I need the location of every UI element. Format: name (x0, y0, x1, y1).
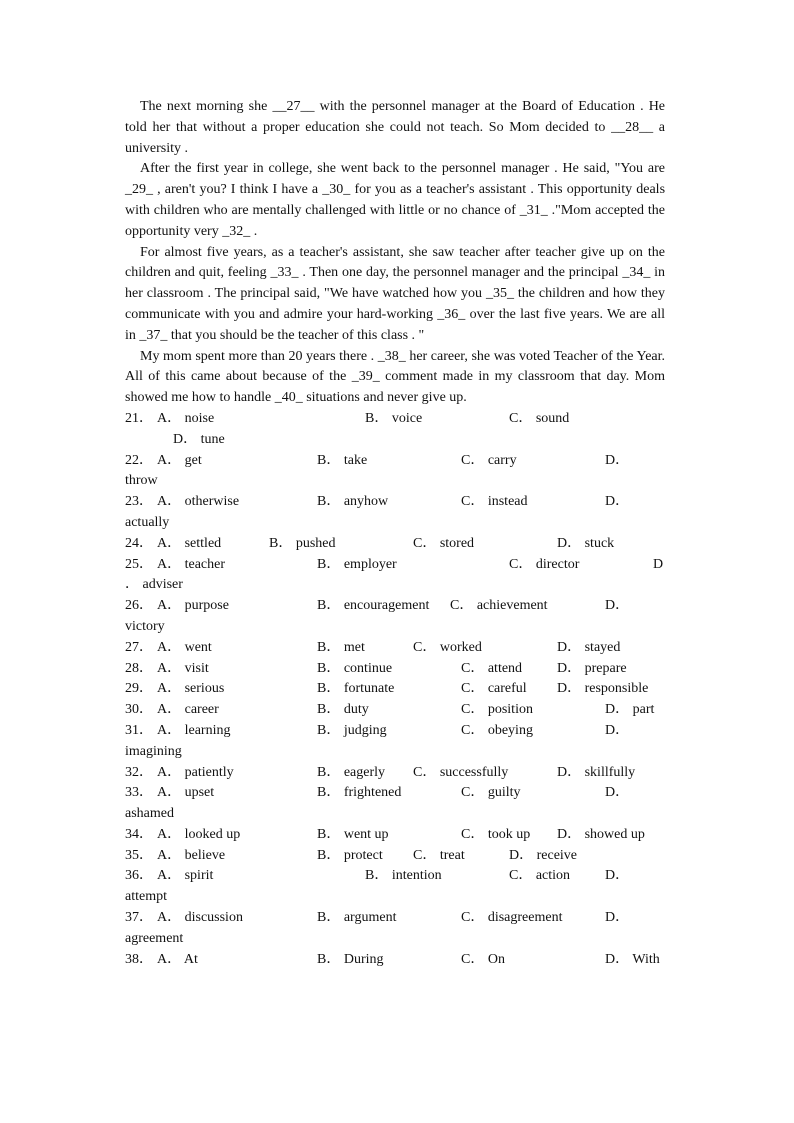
option-d[interactable]: D． skillfully (557, 764, 636, 780)
blank: __27__ (272, 99, 315, 114)
blank: _36_ (437, 306, 466, 322)
option-d[interactable]: D． prepare (557, 660, 627, 676)
question-row (125, 534, 665, 555)
option-d-continued[interactable]: attempt (125, 889, 167, 905)
question-row (125, 721, 665, 763)
option-d[interactable]: D． (605, 785, 630, 801)
option-a[interactable]: A． career (157, 702, 219, 718)
question-row (125, 679, 665, 700)
question-number: 38． (125, 951, 153, 967)
option-d[interactable]: D． part (605, 702, 655, 718)
passage-paragraph (125, 159, 665, 242)
option-c[interactable]: C． achievement (450, 598, 548, 614)
option-b[interactable]: B． anyhow (317, 494, 389, 510)
option-c[interactable]: C． careful (461, 681, 527, 697)
passage-text: After the first year in college, she went back to the personnel manager . He said, "You are (140, 161, 665, 177)
question-number: 33． (125, 785, 153, 801)
option-d[interactable]: D． tune (173, 431, 225, 447)
option-a[interactable]: A． went (157, 639, 212, 655)
passage-text: . (253, 223, 258, 239)
option-a[interactable]: A． get (157, 452, 202, 468)
question-number: 23． (125, 494, 153, 510)
blank: _32_ (222, 223, 251, 239)
option-a[interactable]: A． teacher (157, 556, 226, 572)
question-number: 32． (125, 764, 153, 780)
passage-text: over the last five years. We are all in (125, 306, 665, 343)
blank: _34_ (622, 265, 651, 281)
option-c[interactable]: C． took up (461, 826, 531, 842)
option-c[interactable]: C． attend (461, 660, 523, 676)
question-row (125, 950, 665, 971)
option-a[interactable]: A． otherwise (157, 494, 240, 510)
option-b[interactable]: B． During (317, 951, 384, 967)
question-row (125, 783, 665, 825)
option-b[interactable]: B． pushed (269, 535, 336, 551)
passage-paragraph (125, 243, 665, 347)
option-b[interactable]: B． argument (317, 910, 397, 926)
option-c[interactable]: C． disagreement (461, 910, 563, 926)
question-number: 35． (125, 847, 153, 863)
question-options (125, 409, 665, 971)
question-row (125, 596, 665, 638)
option-c[interactable]: C． worked (413, 639, 482, 655)
option-a[interactable]: A． visit (157, 660, 209, 676)
passage-text: ."Mom accepted the opportunity very (125, 202, 665, 239)
question-row (125, 451, 665, 493)
option-a[interactable]: A． looked up (157, 826, 241, 842)
blank: _40_ (274, 390, 303, 406)
option-c[interactable]: C． director (509, 556, 580, 572)
option-d[interactable]: D． (605, 452, 630, 468)
option-b[interactable]: B． continue (317, 660, 393, 676)
blank: _35_ (485, 286, 514, 302)
option-d[interactable]: D． With (605, 951, 660, 967)
option-b[interactable]: B． went up (317, 826, 389, 842)
passage-text: for you as a teacher's assistant . This opportunity deals with children who are mentally challenged with little or no chance of (125, 182, 666, 218)
option-d[interactable]: D． receive (509, 847, 578, 863)
option-a[interactable]: A． believe (157, 847, 226, 863)
option-d[interactable]: D (653, 556, 664, 572)
question-row (125, 409, 665, 451)
passage-text: her career, she was voted Teacher of the Year. All of this came about because of the (125, 348, 666, 385)
blank: _29_ (125, 182, 153, 198)
passage-text: that you should be the teacher of this class . " (170, 327, 425, 343)
question-row (125, 846, 665, 867)
option-d[interactable]: D． (605, 598, 630, 614)
option-b[interactable]: B． employer (317, 556, 397, 572)
passage-text: For almost five years, as a teacher's assistant, she saw teacher after teacher give up on the children and quit, feeling (125, 244, 665, 281)
option-d[interactable]: D． showed up (557, 826, 645, 842)
passage-text: . Then one day, the personnel manager and the principal (302, 265, 619, 281)
option-b[interactable]: B． intention (365, 868, 442, 884)
option-b[interactable]: B． frightened (317, 785, 402, 801)
question-number: 21． (125, 410, 153, 426)
option-a[interactable]: A． learning (157, 722, 231, 738)
blank: _30_ (322, 182, 351, 198)
option-c[interactable]: C． action (509, 868, 571, 884)
question-row (125, 700, 665, 721)
option-d[interactable]: D． responsible (557, 681, 649, 697)
blank: _39_ (351, 369, 380, 385)
option-a[interactable]: A． noise (157, 410, 215, 426)
option-a[interactable]: A． upset (157, 785, 215, 801)
option-c[interactable]: C． On (461, 951, 505, 967)
question-number: 34． (125, 826, 153, 842)
question-number: 27． (125, 639, 153, 655)
option-b[interactable]: B． voice (365, 410, 423, 426)
option-c[interactable]: C． treat (413, 847, 465, 863)
option-b[interactable]: B． fortunate (317, 681, 395, 697)
question-row (125, 638, 665, 659)
option-b[interactable]: B． judging (317, 722, 387, 738)
passage-text: in her classroom . The principal said, "We have watched how you (125, 265, 666, 302)
blank: _31_ (519, 202, 548, 218)
option-d-continued[interactable]: throw (125, 473, 158, 489)
option-b[interactable]: B． take (317, 452, 368, 468)
option-d[interactable]: D． (605, 722, 630, 738)
option-d[interactable]: D． stuck (557, 535, 615, 551)
passage-paragraph (125, 97, 665, 159)
question-row (125, 555, 665, 597)
option-c[interactable]: C． guilty (461, 785, 521, 801)
option-c[interactable]: C． instead (461, 494, 528, 510)
option-b[interactable]: B． protect (317, 847, 383, 863)
passage-text: The next morning she (140, 99, 268, 114)
option-c[interactable]: C． sound (509, 410, 570, 426)
passage (125, 97, 665, 409)
option-b[interactable]: B． encouragement (317, 598, 430, 614)
option-a[interactable]: A． purpose (157, 598, 229, 614)
passage-text: , aren't you? I think I have a (157, 182, 319, 198)
option-d-continued[interactable]: ashamed (125, 806, 174, 822)
question-number: 28． (125, 660, 153, 676)
question-row (125, 492, 665, 534)
blank: _38_ (377, 348, 406, 364)
option-d-continued[interactable]: ． adviser (125, 577, 183, 593)
question-row (125, 825, 665, 846)
option-c[interactable]: C． position (461, 702, 533, 718)
passage-paragraph (125, 347, 665, 409)
option-b[interactable]: B． eagerly (317, 764, 386, 780)
option-c[interactable]: C． stored (413, 535, 475, 551)
option-d-continued[interactable]: agreement (125, 930, 184, 946)
blank: __28__ (611, 119, 654, 135)
option-d-continued[interactable]: imagining (125, 743, 182, 759)
option-b[interactable]: B． met (317, 639, 365, 655)
option-b[interactable]: B． duty (317, 702, 369, 718)
passage-text: situations and never give up. (306, 390, 467, 406)
question-row (125, 659, 665, 680)
blank: _37_ (139, 327, 168, 343)
question-number: 37． (125, 910, 153, 926)
question-number: 25． (125, 556, 153, 572)
option-a[interactable]: A． At (157, 951, 198, 967)
question-number: 22． (125, 452, 153, 468)
option-c[interactable]: C． successfully (413, 764, 509, 780)
passage-text: the children and how they communicate with you and admire your hard-working (125, 286, 666, 322)
option-c[interactable]: C． carry (461, 452, 517, 468)
option-d-continued[interactable]: actually (125, 514, 170, 530)
option-a[interactable]: A． settled (157, 535, 222, 551)
question-number: 26． (125, 598, 153, 614)
question-number: 24． (125, 535, 153, 551)
passage-text: My mom spent more than 20 years there . (140, 348, 375, 364)
option-d[interactable]: D． (605, 868, 630, 884)
option-d[interactable]: D． stayed (557, 639, 621, 655)
question-row (125, 763, 665, 784)
question-number: 31． (125, 722, 153, 738)
option-d[interactable]: D． (605, 910, 630, 926)
option-a[interactable]: A． spirit (157, 868, 214, 884)
option-c[interactable]: C． obeying (461, 722, 533, 738)
passage-text: with the personnel manager at the Board of Education . He told her that without a proper education she could not teach. So Mom decided to (125, 99, 666, 135)
question-row (125, 908, 665, 950)
question-row (125, 866, 665, 908)
passage-text: comment made in my classroom that day. Mom showed me how to handle (125, 369, 666, 406)
blank: _33_ (270, 265, 299, 281)
option-a[interactable]: A． patiently (157, 764, 234, 780)
option-a[interactable]: A． serious (157, 681, 225, 697)
question-number: 30． (125, 702, 153, 718)
question-number: 36． (125, 868, 153, 884)
option-a[interactable]: A． discussion (157, 910, 243, 926)
option-d[interactable]: D． (605, 494, 630, 510)
option-d-continued[interactable]: victory (125, 618, 165, 634)
question-number: 29． (125, 681, 153, 697)
document-page (125, 97, 665, 970)
passage-text: a university . (125, 119, 665, 156)
